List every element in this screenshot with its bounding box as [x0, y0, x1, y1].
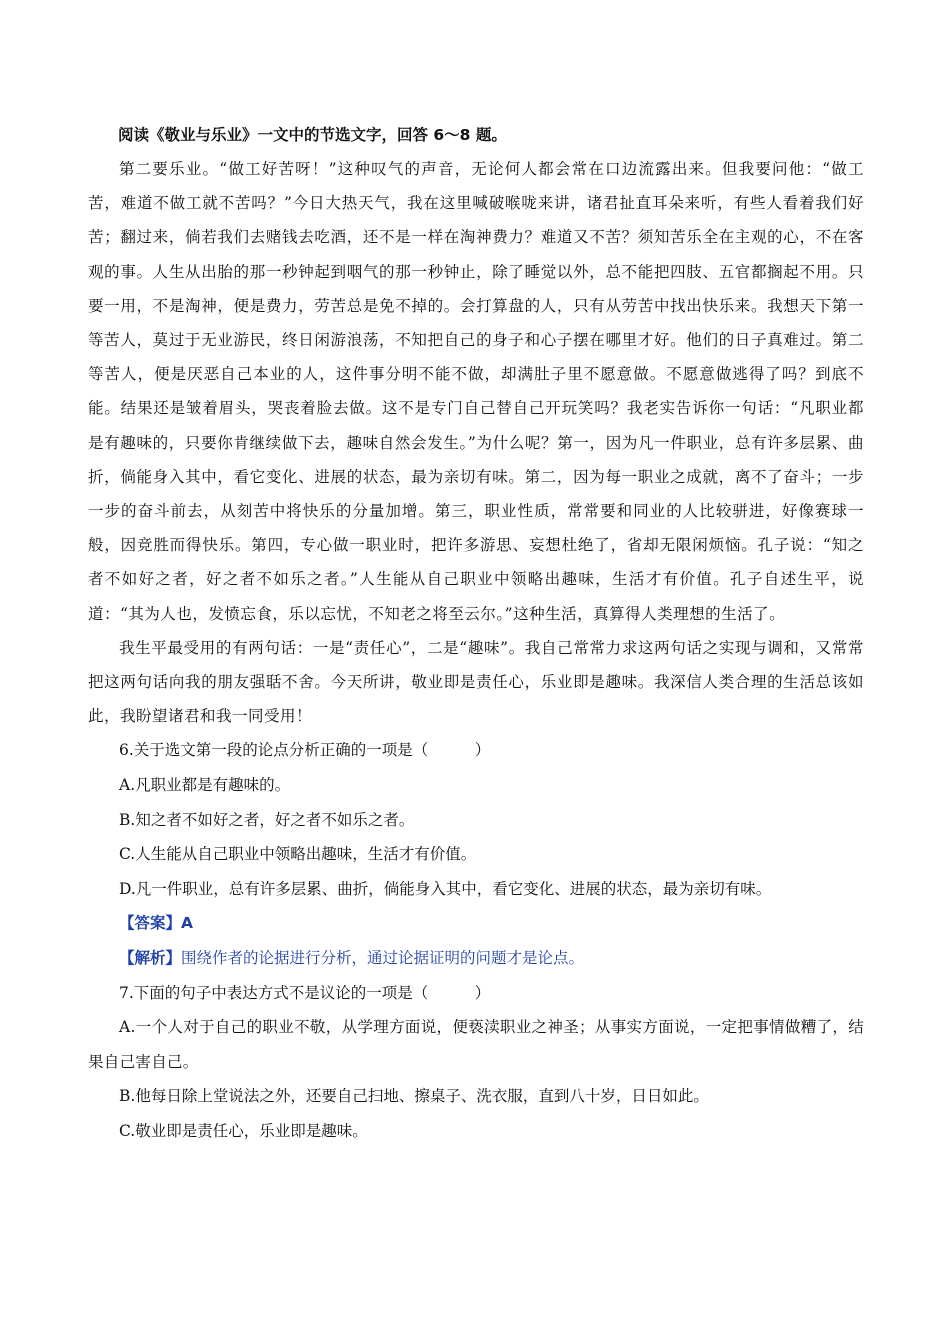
question-7-option-b: B.他每日除上堂说法之外，还要自己扫地、擦桌子、洗衣服，直到八十岁，日日如此。 [119, 1087, 709, 1106]
question-6-analysis [88, 941, 864, 976]
analysis-tag: 【解析】 [119, 949, 182, 968]
answer-value: A [181, 914, 194, 933]
answer-tag: 【答案】 [119, 914, 182, 933]
question-6-option-b: B.知之者不如好之者，好之者不如乐之者。 [119, 810, 415, 829]
passage-paragraph-1: 第二要乐业。“做工好苦呀！”这种叹气的声音，无论何人都会常在口边流露出来。但我要问他：“做工苦，难道不做工就不苦吗？”今日大热天气，我在这里喊破喉咙来讲，诸君扯直耳朵来听，有些人看着我们好苦；翻过来，倘若我们去赌钱去吃酒，还不是一样在淘神费力？难道又不苦？须知苦乐全在主观的心，不在客观的事。人生从出胎的那一秒钟起到咽气的那一秒钟止，除了睡觉以外，总不能把四肢、五官都搁起不用。只要一用，不是淘神，便是费力，劳苦总是免不掉的。会打算盘的人，只有从劳苦中找出快乐来。我想天下第一等苦人，莫过于无业游民，终日闲游浪荡，不知把自己的身子和心子摆在哪里才好。他们的日子真难过。第二等苦人，便是厌恶自己本业的人，这件事分明不能不做，却满肚子里不愿意做。不愿意做逃得了吗？到底不能。结果还是皱着眉头，哭丧着脸去做。这不是专门自己替自己开玩笑吗？我老实告诉你一句话：“凡职业都是有趣味的，只要你肯继续做下去，趣味自然会发生。”为什么呢？第一，因为凡一件职业，总有许多层累、曲折，倘能身入其中，看它变化、进展的状态，最为亲切有味。第二，因为每一职业之成就，离不了奋斗；一步一步的奋斗前去，从刻苦中将快乐的分量加增。第三，职业性质，常常要和同业的人比较骈进，好像赛球一般，因竞胜而得快乐。第四，专心做一职业时，把许多游思、妄想杜绝了，省却无限闲烦恼。孔子说：“知之者不如好之者，好之者不如乐之者。”人生能从自己职业中领略出趣味，生活才有价值。孔子自述生平，说道：“其为人也，发愤忘食，乐以忘忧，不知老之将至云尔。”这种生活，真算得人类理想的生活了。 [88, 160, 864, 623]
question-7-option-c: C.敬业即是责任心，乐业即是趣味。 [119, 1121, 368, 1140]
analysis-text: 围绕作者的论据进行分析，通过论据证明的问题才是论点。 [181, 949, 585, 968]
question-6-option-a: A.凡职业都是有趣味的。 [119, 776, 291, 795]
passage-paragraph-2: 我生平最受用的有两句话：一是“责任心”，二是“趣味”。我自己常常力求这两句话之实现与调和，又常常把这两句话向我的朋友强聒不舍。今天所讲，敬业即是责任心，乐业即是趣味。我深信人类合理的生活总该如此，我盼望诸君和我一同受用！ [88, 638, 864, 726]
question-6-answer [88, 906, 864, 941]
question-7-stem: 7.下面的句子中表达方式不是议论的一项是（ ） [119, 983, 491, 1002]
question-6 [88, 733, 864, 975]
question-6-option-c: C.人生能从自己职业中领略出趣味，生活才有价值。 [119, 845, 477, 864]
question-6-option-d: D.凡一件职业，总有许多层累、曲折，倘能身入其中，看它变化、进展的状态，最为亲切有味。 [119, 879, 772, 898]
reading-heading: 阅读《敬业与乐业》一文中的节选文字，回答 6～8 题。 [118, 126, 507, 144]
question-7-option-a: A.一个人对于自己的职业不敬，从学理方面说，便亵渎职业之神圣；从事实方面说，一定把事情做糟了，结果自己害自己。 [88, 1018, 864, 1071]
question-7 [88, 976, 864, 1149]
document-content [88, 118, 864, 1149]
question-6-stem: 6.关于选文第一段的论点分析正确的一项是（ ） [119, 741, 491, 760]
